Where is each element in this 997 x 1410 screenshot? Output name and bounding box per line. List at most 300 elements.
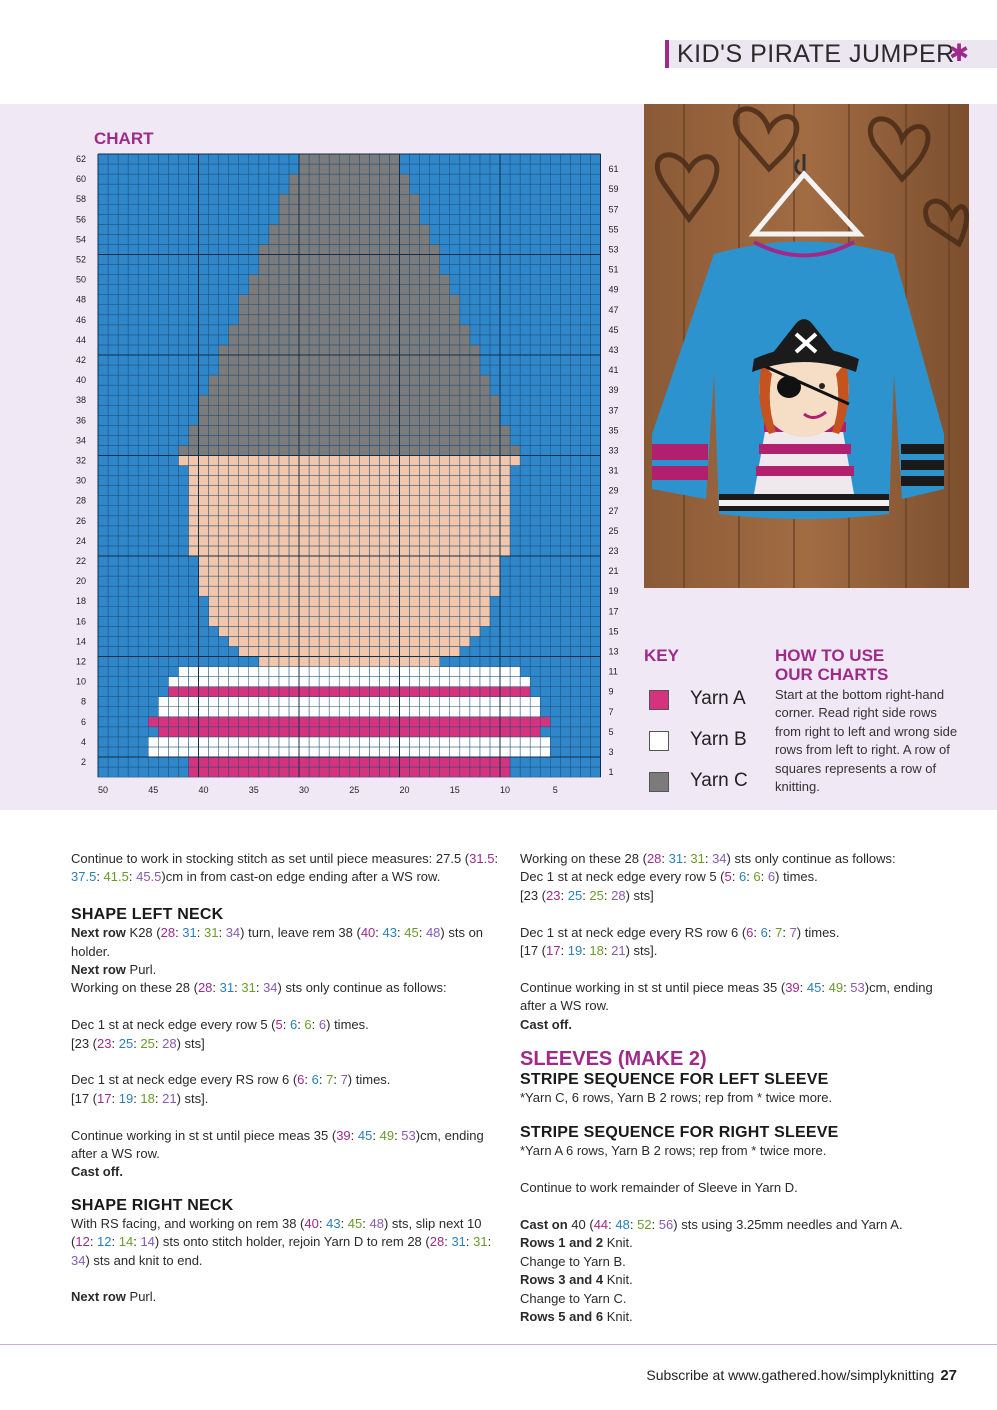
chart-cell <box>249 244 259 254</box>
chart-cell <box>299 405 309 415</box>
chart-cell <box>530 466 540 476</box>
chart-cell <box>460 164 470 174</box>
chart-cell <box>550 606 560 616</box>
chart-cell <box>199 506 209 516</box>
chart-cell <box>178 385 188 395</box>
chart-cell <box>420 677 430 687</box>
chart-cell <box>128 305 138 315</box>
chart-cell <box>520 586 530 596</box>
chart-cell <box>389 546 399 556</box>
chart-cell <box>269 506 279 516</box>
chart-cell <box>289 445 299 455</box>
chart-cell <box>199 657 209 667</box>
chart-cell <box>560 194 570 204</box>
chart-cell <box>460 657 470 667</box>
chart-cell <box>138 365 148 375</box>
chart-cell <box>138 435 148 445</box>
chart-cell <box>490 566 500 576</box>
chart-cell <box>299 657 309 667</box>
chart-cell <box>450 214 460 224</box>
chart-cell <box>420 154 430 164</box>
chart-cell <box>98 496 108 506</box>
chart-cell <box>359 375 369 385</box>
chart-cell <box>520 234 530 244</box>
chart-cell <box>148 456 158 466</box>
chart-cell <box>279 626 289 636</box>
chart-cell <box>219 747 229 757</box>
chart-cell <box>168 727 178 737</box>
chart-cell <box>359 234 369 244</box>
chart-cell <box>259 767 269 777</box>
chart-cell <box>460 375 470 385</box>
chart-cell <box>400 415 410 425</box>
chart-cell <box>209 697 219 707</box>
chart-cell <box>379 767 389 777</box>
chart-cell <box>490 636 500 646</box>
chart-cell <box>369 445 379 455</box>
chart-cell <box>520 486 530 496</box>
chart-cell <box>299 375 309 385</box>
chart-cell <box>560 737 570 747</box>
chart-cell <box>158 526 168 536</box>
chart-cell <box>420 707 430 717</box>
chart-cell <box>520 767 530 777</box>
chart-cell <box>389 345 399 355</box>
chart-cell <box>138 355 148 365</box>
chart-cell <box>400 255 410 265</box>
chart-cell <box>339 395 349 405</box>
chart-cell <box>289 385 299 395</box>
chart-cell <box>249 365 259 375</box>
chart-cell <box>540 164 550 174</box>
chart-cell <box>420 425 430 435</box>
chart-cell <box>309 345 319 355</box>
chart-cell <box>148 586 158 596</box>
chart-cell <box>158 234 168 244</box>
chart-cell <box>199 355 209 365</box>
chart-cell <box>510 717 520 727</box>
chart-cell <box>570 395 580 405</box>
chart-row-label-left: 20 <box>75 576 86 587</box>
chart-cell <box>420 476 430 486</box>
chart-cell <box>239 556 249 566</box>
chart-cell <box>158 737 168 747</box>
chart-cell <box>379 516 389 526</box>
r-dec-every-row-count: [23 (23: 25: 25: 28) sts] <box>520 887 654 903</box>
chart-cell <box>400 636 410 646</box>
chart-cell <box>98 194 108 204</box>
chart-cell <box>560 546 570 556</box>
chart-cell <box>299 707 309 717</box>
chart-cell <box>118 244 128 254</box>
chart-cell <box>178 747 188 757</box>
chart-row-label-right: 49 <box>608 284 619 295</box>
chart-cell <box>410 405 420 415</box>
chart-cell <box>540 767 550 777</box>
chart-cell <box>339 596 349 606</box>
chart-cell <box>168 466 178 476</box>
chart-cell <box>299 616 309 626</box>
chart-cell <box>188 626 198 636</box>
chart-cell <box>379 194 389 204</box>
chart-cell <box>590 586 600 596</box>
chart-cell <box>530 385 540 395</box>
chart-cell <box>279 355 289 365</box>
chart-cell <box>148 747 158 757</box>
chart-cell <box>299 677 309 687</box>
chart-cell <box>138 194 148 204</box>
chart-cell <box>440 596 450 606</box>
chart-cell <box>480 265 490 275</box>
chart-cell <box>510 184 520 194</box>
rows-1-2: Rows 1 and 2 Knit. <box>520 1235 633 1251</box>
chart-cell <box>148 767 158 777</box>
chart-cell <box>400 335 410 345</box>
chart-cell <box>148 184 158 194</box>
chart-cell <box>219 636 229 646</box>
chart-cell <box>379 425 389 435</box>
chart-cell <box>520 456 530 466</box>
chart-cell <box>349 375 359 385</box>
stripe-left-heading: STRIPE SEQUENCE FOR LEFT SLEEVE <box>520 1071 829 1089</box>
chart-cell <box>379 295 389 305</box>
chart-cell <box>530 727 540 737</box>
chart-cell <box>239 265 249 275</box>
chart-cell <box>510 325 520 335</box>
chart-cell <box>540 325 550 335</box>
chart-cell <box>410 435 420 445</box>
chart-cell <box>540 526 550 536</box>
chart-cell <box>128 224 138 234</box>
chart-cell <box>339 606 349 616</box>
chart-cell <box>359 486 369 496</box>
chart-cell <box>379 445 389 455</box>
chart-cell <box>389 174 399 184</box>
chart-cell <box>349 244 359 254</box>
chart-cell <box>520 606 530 616</box>
chart-cell <box>199 606 209 616</box>
chart-cell <box>570 566 580 576</box>
chart-cell <box>108 224 118 234</box>
chart-cell <box>158 184 168 194</box>
chart-cell <box>540 516 550 526</box>
chart-cell <box>379 275 389 285</box>
chart-cell <box>510 466 520 476</box>
chart-cell <box>410 295 420 305</box>
chart-cell <box>309 707 319 717</box>
chart-cell <box>510 737 520 747</box>
chart-cell <box>410 496 420 506</box>
chart-cell <box>229 626 239 636</box>
chart-cell <box>108 305 118 315</box>
chart-cell <box>98 576 108 586</box>
chart-cell <box>590 496 600 506</box>
chart-cell <box>118 265 128 275</box>
chart-cell <box>470 194 480 204</box>
chart-cell <box>359 727 369 737</box>
chart-row-label-left: 62 <box>75 154 86 165</box>
chart-cell <box>329 657 339 667</box>
chart-cell <box>460 546 470 556</box>
chart-cell <box>359 255 369 265</box>
chart-cell <box>148 204 158 214</box>
chart-cell <box>239 275 249 285</box>
chart-cell <box>98 164 108 174</box>
chart-cell <box>188 616 198 626</box>
chart-row-label-left: 46 <box>75 314 86 325</box>
chart-cell <box>500 214 510 224</box>
chart-cell <box>349 234 359 244</box>
chart-cell <box>369 244 379 254</box>
chart-cell <box>359 677 369 687</box>
chart-cell <box>199 476 209 486</box>
chart-cell <box>98 315 108 325</box>
chart-cell <box>269 345 279 355</box>
chart-cell <box>440 345 450 355</box>
chart-cell <box>219 556 229 566</box>
chart-row-label-right: 59 <box>608 184 619 195</box>
chart-cell <box>309 536 319 546</box>
chart-cell <box>128 466 138 476</box>
chart-row-label-right: 61 <box>608 164 619 175</box>
chart-cell <box>219 737 229 747</box>
chart-cell <box>239 697 249 707</box>
chart-cell <box>490 224 500 234</box>
chart-cell <box>219 224 229 234</box>
chart-cell <box>379 305 389 315</box>
chart-cell <box>560 244 570 254</box>
chart-cell <box>229 516 239 526</box>
chart-cell <box>178 295 188 305</box>
chart-cell <box>530 275 540 285</box>
chart-cell <box>570 616 580 626</box>
chart-cell <box>309 626 319 636</box>
chart-cell <box>570 305 580 315</box>
chart-cell <box>500 395 510 405</box>
chart-cell <box>178 606 188 616</box>
chart-cell <box>158 586 168 596</box>
chart-cell <box>279 717 289 727</box>
chart-cell <box>259 385 269 395</box>
chart-cell <box>289 707 299 717</box>
chart-cell <box>430 526 440 536</box>
chart-cell <box>98 747 108 757</box>
chart-cell <box>138 204 148 214</box>
chart-cell <box>148 265 158 275</box>
chart-cell <box>530 435 540 445</box>
chart-cell <box>500 737 510 747</box>
chart-cell <box>229 174 239 184</box>
chart-cell <box>178 767 188 777</box>
chart-cell <box>490 616 500 626</box>
chart-cell <box>209 767 219 777</box>
chart-cell <box>128 737 138 747</box>
chart-cell <box>168 596 178 606</box>
chart-cell <box>329 224 339 234</box>
chart-cell <box>389 355 399 365</box>
chart-cell <box>108 646 118 656</box>
chart-cell <box>470 667 480 677</box>
chart-cell <box>229 295 239 305</box>
chart-cell <box>430 576 440 586</box>
chart-cell <box>279 204 289 214</box>
chart-cell <box>560 707 570 717</box>
chart-cell <box>480 506 490 516</box>
chart-cell <box>460 315 470 325</box>
chart-cell <box>158 456 168 466</box>
chart-cell <box>480 677 490 687</box>
chart-cell <box>510 697 520 707</box>
chart-cell <box>560 265 570 275</box>
working-on-these: Working on these 28 (28: 31: 31: 34) sts only continue as follows: <box>71 980 447 996</box>
chart-cell <box>269 445 279 455</box>
chart-cell <box>199 194 209 204</box>
chart-cell <box>349 657 359 667</box>
chart-cell <box>500 546 510 556</box>
chart-cell <box>440 154 450 164</box>
chart-cell <box>269 335 279 345</box>
chart-cell <box>279 747 289 757</box>
chart-cell <box>470 546 480 556</box>
chart-cell <box>420 164 430 174</box>
chart-cell <box>209 265 219 275</box>
chart-cell <box>148 636 158 646</box>
chart-cell <box>188 496 198 506</box>
chart-cell <box>470 405 480 415</box>
chart-cell <box>389 415 399 425</box>
chart-cell <box>349 697 359 707</box>
chart-cell <box>188 677 198 687</box>
chart-cell <box>148 646 158 656</box>
chart-cell <box>289 757 299 767</box>
chart-cell <box>339 626 349 636</box>
chart-cell <box>530 636 540 646</box>
chart-cell <box>299 214 309 224</box>
chart-cell <box>570 596 580 606</box>
chart-cell <box>590 265 600 275</box>
chart-cell <box>359 566 369 576</box>
chart-cell <box>188 606 198 616</box>
chart-cell <box>389 687 399 697</box>
chart-cell <box>440 717 450 727</box>
chart-cell <box>168 556 178 566</box>
chart-cell <box>249 275 259 285</box>
chart-cell <box>209 234 219 244</box>
chart-cell <box>430 717 440 727</box>
chart-cell <box>329 667 339 677</box>
chart-cell <box>209 466 219 476</box>
chart-cell <box>279 194 289 204</box>
chart-cell <box>410 707 420 717</box>
chart-cell <box>560 355 570 365</box>
chart-cell <box>229 737 239 747</box>
chart-cell <box>530 345 540 355</box>
chart-cell <box>590 234 600 244</box>
chart-cell <box>229 285 239 295</box>
chart-cell <box>158 255 168 265</box>
chart-cell <box>138 496 148 506</box>
chart-cell <box>219 496 229 506</box>
chart-cell <box>98 214 108 224</box>
chart-cell <box>550 375 560 385</box>
chart-cell <box>249 757 259 767</box>
chart-cell <box>470 496 480 506</box>
chart-cell <box>199 425 209 435</box>
chart-cell <box>178 496 188 506</box>
chart-cell <box>259 184 269 194</box>
chart-cell <box>249 164 259 174</box>
chart-cell <box>480 737 490 747</box>
chart-cell <box>118 486 128 496</box>
chart-cell <box>108 244 118 254</box>
chart-cell <box>329 234 339 244</box>
chart-cell <box>269 425 279 435</box>
chart-cell <box>500 365 510 375</box>
chart-cell <box>339 737 349 747</box>
chart-cell <box>209 687 219 697</box>
chart-cell <box>299 586 309 596</box>
chart-cell <box>188 204 198 214</box>
chart-cell <box>229 576 239 586</box>
chart-cell <box>209 536 219 546</box>
chart-cell <box>450 476 460 486</box>
chart-cell <box>590 727 600 737</box>
chart-row-label-right: 5 <box>608 726 614 737</box>
chart-cell <box>229 194 239 204</box>
chart-cell <box>400 385 410 395</box>
chart-cell <box>430 657 440 667</box>
chart-cell <box>400 737 410 747</box>
chart-cell <box>158 566 168 576</box>
chart-cell <box>269 636 279 646</box>
chart-cell <box>440 677 450 687</box>
chart-cell <box>339 184 349 194</box>
chart-cell <box>530 405 540 415</box>
chart-cell <box>540 737 550 747</box>
chart-cell <box>530 546 540 556</box>
chart-cell <box>178 456 188 466</box>
chart-cell <box>279 315 289 325</box>
chart-row-label-left: 28 <box>75 495 86 506</box>
chart-cell <box>219 335 229 345</box>
chart-cell <box>329 717 339 727</box>
chart-cell <box>560 295 570 305</box>
chart-cell <box>329 255 339 265</box>
chart-cell <box>239 486 249 496</box>
chart-cell <box>299 667 309 677</box>
chart-cell <box>199 385 209 395</box>
chart-cell <box>219 244 229 254</box>
chart-cell <box>480 757 490 767</box>
chart-cell <box>580 204 590 214</box>
chart-cell <box>500 476 510 486</box>
chart-cell <box>158 415 168 425</box>
chart-cell <box>188 275 198 285</box>
chart-cell <box>550 616 560 626</box>
chart-cell <box>440 476 450 486</box>
chart-cell <box>249 556 259 566</box>
chart-cell <box>400 355 410 365</box>
chart-row-label-left: 24 <box>75 535 86 546</box>
chart-cell <box>450 285 460 295</box>
chart-cell <box>249 506 259 516</box>
chart-cell <box>580 224 590 234</box>
chart-cell <box>530 556 540 566</box>
chart-cell <box>199 516 209 526</box>
chart-cell <box>209 707 219 717</box>
chart-cell <box>229 526 239 536</box>
chart-cell <box>590 385 600 395</box>
